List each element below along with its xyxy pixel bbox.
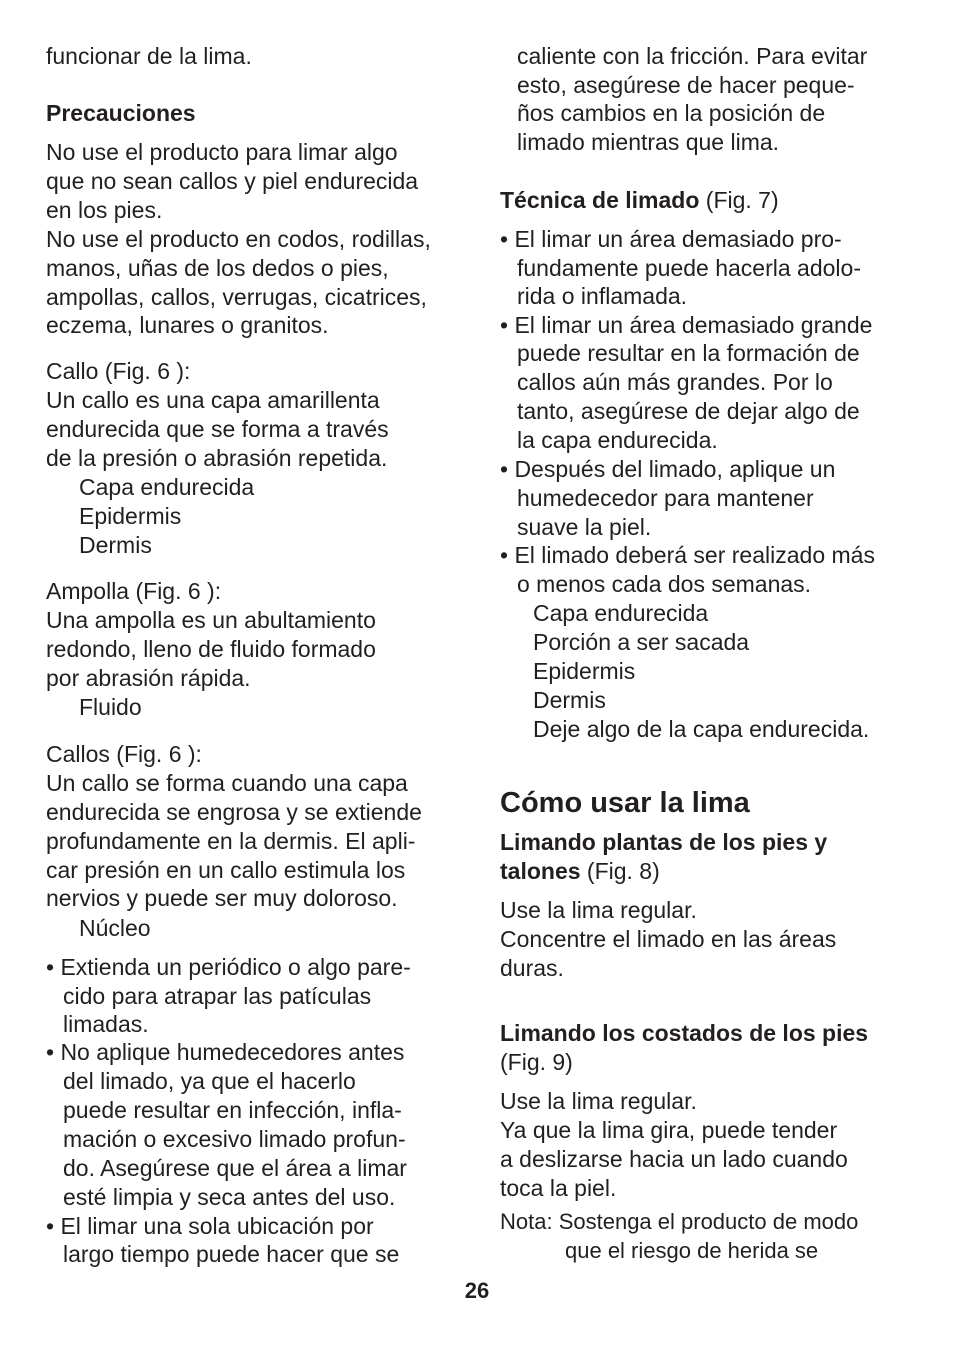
subsection-heading: Limando plantas de los pies y bbox=[500, 829, 828, 855]
heading-bold-text: Técnica de limado bbox=[500, 187, 700, 213]
bullet-continuation: caliente con la fricción. Para evitar bbox=[517, 43, 868, 69]
figure-legend-item: Dermis bbox=[79, 532, 152, 558]
heading-bold-text: talones bbox=[500, 858, 581, 884]
bullet-continuation: do. Asegúrese que el área a limar bbox=[63, 1155, 407, 1181]
callo-heading: Callo (Fig. 6 ): bbox=[46, 358, 191, 384]
text-line: car presión en un callo estimula los bbox=[46, 857, 406, 883]
figure-legend-item: Fluido bbox=[79, 694, 142, 720]
text-line: endurecida que se forma a través bbox=[46, 416, 389, 442]
bullet-continuation: puede resultar en infección, infla- bbox=[63, 1097, 402, 1123]
text-line: toca la piel. bbox=[500, 1175, 617, 1201]
bullet-item: • Después del limado, aplique un bbox=[500, 456, 836, 482]
text-line: nervios y puede ser muy doloroso. bbox=[46, 885, 398, 911]
callos-heading: Callos (Fig. 6 ): bbox=[46, 741, 202, 767]
page-number: 26 bbox=[464, 1278, 490, 1303]
bullet-continuation: o menos cada dos semanas. bbox=[517, 571, 812, 597]
bullet-continuation: largo tiempo puede hacer que se bbox=[63, 1241, 400, 1267]
bullet-continuation: esto, asegúrese de hacer peque- bbox=[517, 72, 855, 98]
bullet-continuation: esté limpia y seca antes del uso. bbox=[63, 1184, 396, 1210]
text-line: Ya que la lima gira, puede tender bbox=[500, 1117, 838, 1143]
text-line: de la presión o abrasión repetida. bbox=[46, 445, 388, 471]
bullet-continuation: mación o excesivo limado profun- bbox=[63, 1126, 406, 1152]
text-line: endurecida se engrosa y se extiende bbox=[46, 799, 422, 825]
figure-legend-item: Núcleo bbox=[79, 915, 151, 941]
bullet-continuation: suave la piel. bbox=[517, 514, 652, 540]
subsection-heading bbox=[500, 857, 660, 886]
bullet-continuation: tanto, asegúrese de dejar algo de bbox=[517, 398, 860, 424]
subsection-heading: Limando los costados de los pies bbox=[500, 1020, 869, 1046]
text-line: ampollas, callos, verrugas, cicatrices, bbox=[46, 284, 427, 310]
text-line: No use el producto en codos, rodillas, bbox=[46, 226, 431, 252]
text-line: duras. bbox=[500, 955, 564, 981]
figure-reference: (Fig. 7) bbox=[699, 187, 779, 213]
figure-legend-item: Dermis bbox=[533, 687, 606, 713]
text-line: No use el producto para limar algo bbox=[46, 139, 398, 165]
bullet-continuation: la capa endurecida. bbox=[517, 427, 718, 453]
note-line: Nota: Sostenga el producto de modo bbox=[500, 1209, 859, 1234]
bullet-item: • El limar una sola ubicación por bbox=[46, 1213, 374, 1239]
text-line: por abrasión rápida. bbox=[46, 665, 251, 691]
figure-legend-item: Deje algo de la capa endurecida. bbox=[533, 716, 870, 742]
bullet-item: • No aplique humedecedores antes bbox=[46, 1039, 405, 1065]
text-line: que no sean callos y piel endurecida bbox=[46, 168, 419, 194]
bullet-item: • El limar un área demasiado pro- bbox=[500, 226, 842, 252]
figure-legend-item: Epidermis bbox=[79, 503, 182, 529]
figure-legend-item: Capa endurecida bbox=[533, 600, 709, 626]
bullet-item: • Extienda un periódico o algo pare- bbox=[46, 954, 411, 980]
section-heading-precauciones: Precauciones bbox=[46, 100, 196, 126]
figure-legend-item: Capa endurecida bbox=[79, 474, 255, 500]
bullet-continuation: rida o inflamada. bbox=[517, 283, 688, 309]
bullet-continuation: humedecedor para mantener bbox=[517, 485, 814, 511]
text-line: Un callo es una capa amarillenta bbox=[46, 387, 380, 413]
text-line: funcionar de la lima. bbox=[46, 43, 252, 69]
bullet-continuation: limadas. bbox=[63, 1011, 149, 1037]
bullet-continuation: fundamente puede hacerla adolo- bbox=[517, 255, 861, 281]
text-line: a deslizarse hacia un lado cuando bbox=[500, 1146, 848, 1172]
figure-legend-item: Epidermis bbox=[533, 658, 636, 684]
text-line: manos, uñas de los dedos o pies, bbox=[46, 255, 389, 281]
bullet-continuation: limado mientras que lima. bbox=[517, 129, 780, 155]
section-title-como-usar: Cómo usar la lima bbox=[500, 787, 750, 819]
bullet-continuation: cido para atrapar las patículas bbox=[63, 983, 372, 1009]
text-line: en los pies. bbox=[46, 197, 163, 223]
section-heading-tecnica bbox=[500, 186, 779, 215]
text-line: Concentre el limado en las áreas bbox=[500, 926, 837, 952]
figure-reference: (Fig. 9) bbox=[500, 1049, 573, 1075]
bullet-continuation: ños cambios en la posición de bbox=[517, 100, 826, 126]
figure-reference: (Fig. 8) bbox=[580, 858, 660, 884]
text-line: Una ampolla es un abultamiento bbox=[46, 607, 376, 633]
text-line: redondo, lleno de fluido formado bbox=[46, 636, 376, 662]
bullet-continuation: del limado, ya que el hacerlo bbox=[63, 1068, 356, 1094]
text-line: Use la lima regular. bbox=[500, 1088, 697, 1114]
text-line: Use la lima regular. bbox=[500, 897, 697, 923]
text-line: profundamente en la dermis. El apli- bbox=[46, 828, 416, 854]
text-line: Un callo se forma cuando una capa bbox=[46, 770, 408, 796]
bullet-continuation: puede resultar en la formación de bbox=[517, 340, 860, 366]
bullet-item: • El limar un área demasiado grande bbox=[500, 312, 873, 338]
bullet-continuation: callos aún más grandes. Por lo bbox=[517, 369, 833, 395]
figure-legend-item: Porción a ser sacada bbox=[533, 629, 750, 655]
text-line: eczema, lunares o granitos. bbox=[46, 312, 329, 338]
note-line: que el riesgo de herida se bbox=[565, 1238, 819, 1263]
bullet-item: • El limado deberá ser realizado más bbox=[500, 542, 875, 568]
ampolla-heading: Ampolla (Fig. 6 ): bbox=[46, 578, 222, 604]
